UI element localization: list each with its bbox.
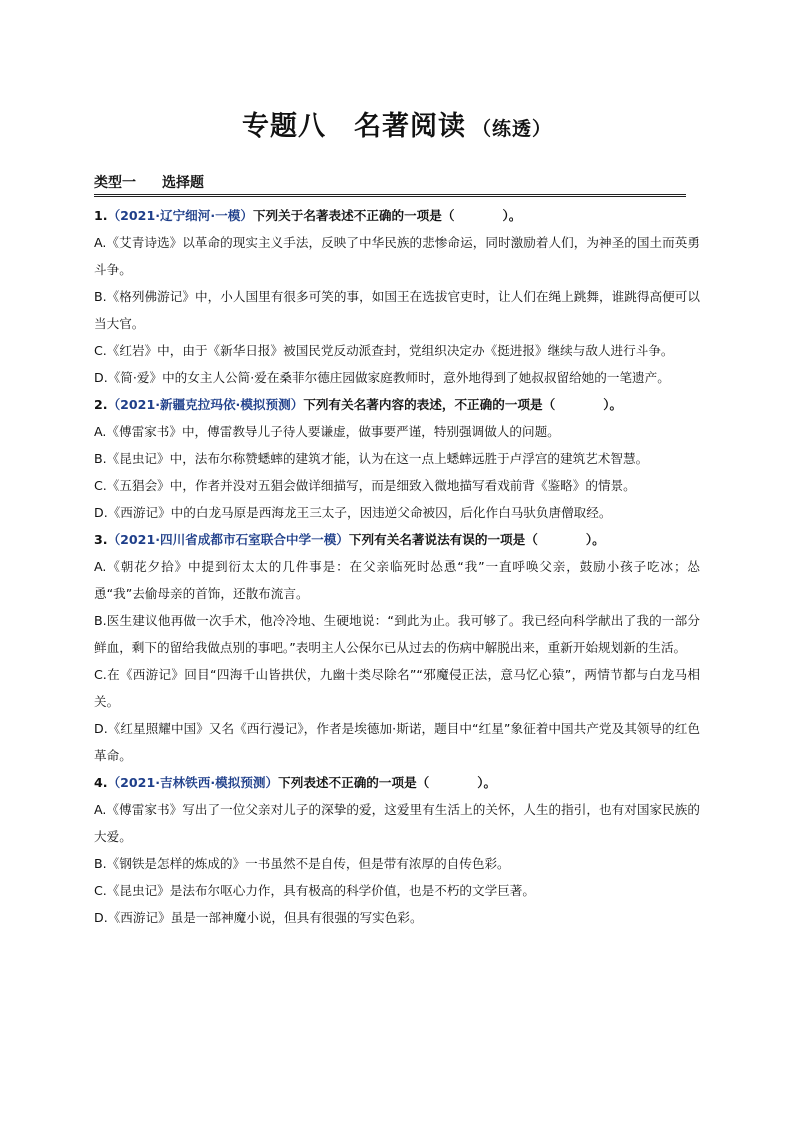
option-d: D.《简·爱》中的女主人公简·爱在桑菲尔德庄园做家庭教师时，意外地得到了她叔叔留给她的一笔遗产。 bbox=[94, 370, 670, 385]
page-title bbox=[0, 104, 794, 143]
question-number: 3. bbox=[94, 532, 108, 547]
option-b: B.《钢铁是怎样的炼成的》一书虽然不是自传，但是带有浓厚的自传色彩。 bbox=[94, 856, 510, 871]
option-d: D.《红星照耀中国》又名《西行漫记》，作者是埃德加·斯诺，题目中“红星”象征着中国共产党及其领导的红色革命。 bbox=[94, 721, 700, 763]
option-b: B.《格列佛游记》中，小人国里有很多可笑的事，如国王在选拔官吏时，让人们在绳上跳舞，谁跳得高便可以当大官。 bbox=[94, 289, 700, 331]
question-2 bbox=[94, 391, 700, 526]
section-heading bbox=[94, 172, 686, 197]
question-source: （2021·四川省成都市石室联合中学一模） bbox=[107, 532, 349, 547]
question-text: 下列有关名著说法有误的一项是（ bbox=[348, 532, 538, 547]
question-number: 4. bbox=[94, 775, 108, 790]
question-text-end: ）。 bbox=[477, 775, 497, 790]
page-title-sub: （练透） bbox=[471, 118, 552, 140]
question-stem bbox=[94, 391, 700, 418]
question-source: （2021·辽宁细河·一模） bbox=[107, 208, 253, 223]
option-a: A.《傅雷家书》写出了一位父亲对儿子的深挚的爱，这爱里有生活上的关怀，人生的指引，也有对国家民族的大爱。 bbox=[94, 802, 700, 844]
section-name: 选择题 bbox=[162, 175, 204, 191]
option-d: D.《西游记》中的白龙马原是西海龙王三太子，因违逆父命被囚，后化作白马驮负唐僧取经。 bbox=[94, 505, 612, 520]
question-4 bbox=[94, 769, 700, 931]
option-c: C.《五猖会》中，作者并没对五猖会做详细描写，而是细致入微地描写看戏前背《鉴略》的情景。 bbox=[94, 478, 636, 493]
option-a: A.《傅雷家书》中，傅雷教导儿子待人要谦虚，做事要严谨，特别强调做人的问题。 bbox=[94, 424, 560, 439]
question-number: 2. bbox=[94, 397, 108, 412]
section-label: 类型一 bbox=[94, 175, 136, 191]
option-b: B.医生建议他再做一次手术，他冷冷地、生硬地说：“到此为止。我可够了。我已经向科学献出了我的一部分鲜血，剩下的留给我做点别的事吧。”表明主人公保尔已从过去的伤病中解脱出来，重新开始规划新的生活。 bbox=[94, 613, 700, 655]
option-a: A.《朝花夕拾》中提到衍太太的几件事是：在父亲临死时怂恿“我”一直呼唤父亲，鼓励小孩子吃冰；怂恿“我”去偷母亲的首饰，还散布流言。 bbox=[94, 559, 700, 601]
question-source: （2021·新疆克拉玛依·模拟预测） bbox=[107, 397, 304, 412]
page-title-main: 专题八 名著阅读 bbox=[241, 111, 466, 142]
option-c: C.《昆虫记》是法布尔呕心力作，具有极高的科学价值，也是不朽的文学巨著。 bbox=[94, 883, 535, 898]
question-text: 下列有关名著内容的表述，不正确的一项是（ bbox=[303, 397, 556, 412]
question-stem bbox=[94, 202, 700, 229]
option-b: B.《昆虫记》中，法布尔称赞蟋蟀的建筑才能，认为在这一点上蟋蟀远胜于卢浮宫的建筑艺术智慧。 bbox=[94, 451, 649, 466]
question-number: 1. bbox=[94, 208, 108, 223]
question-1 bbox=[94, 202, 700, 391]
question-stem bbox=[94, 526, 700, 553]
question-text-end: ）。 bbox=[502, 208, 522, 223]
question-source: （2021·吉林铁西·模拟预测） bbox=[107, 775, 279, 790]
question-text: 下列表述不正确的一项是（ bbox=[278, 775, 430, 790]
question-list bbox=[94, 202, 700, 931]
question-3 bbox=[94, 526, 700, 769]
question-text-end: ）。 bbox=[603, 397, 623, 412]
option-a: A.《艾青诗选》以革命的现实主义手法，反映了中华民族的悲惨命运，同时激励着人们，为神圣的国土而英勇斗争。 bbox=[94, 235, 700, 277]
option-c: C.《红岩》中，由于《新华日报》被国民党反动派查封，党组织决定办《挺进报》继续与敌人进行斗争。 bbox=[94, 343, 674, 358]
question-stem bbox=[94, 769, 700, 796]
question-text-end: ）。 bbox=[585, 532, 605, 547]
option-d: D.《西游记》虽是一部神魔小说，但具有很强的写实色彩。 bbox=[94, 910, 423, 925]
option-c: C.在《西游记》回目“四海千山皆拱伏，九幽十类尽除名”“邪魔侵正法，意马忆心猿”，两情节都与白龙马相关。 bbox=[94, 667, 700, 709]
question-text: 下列关于名著表述不正确的一项是（ bbox=[252, 208, 455, 223]
